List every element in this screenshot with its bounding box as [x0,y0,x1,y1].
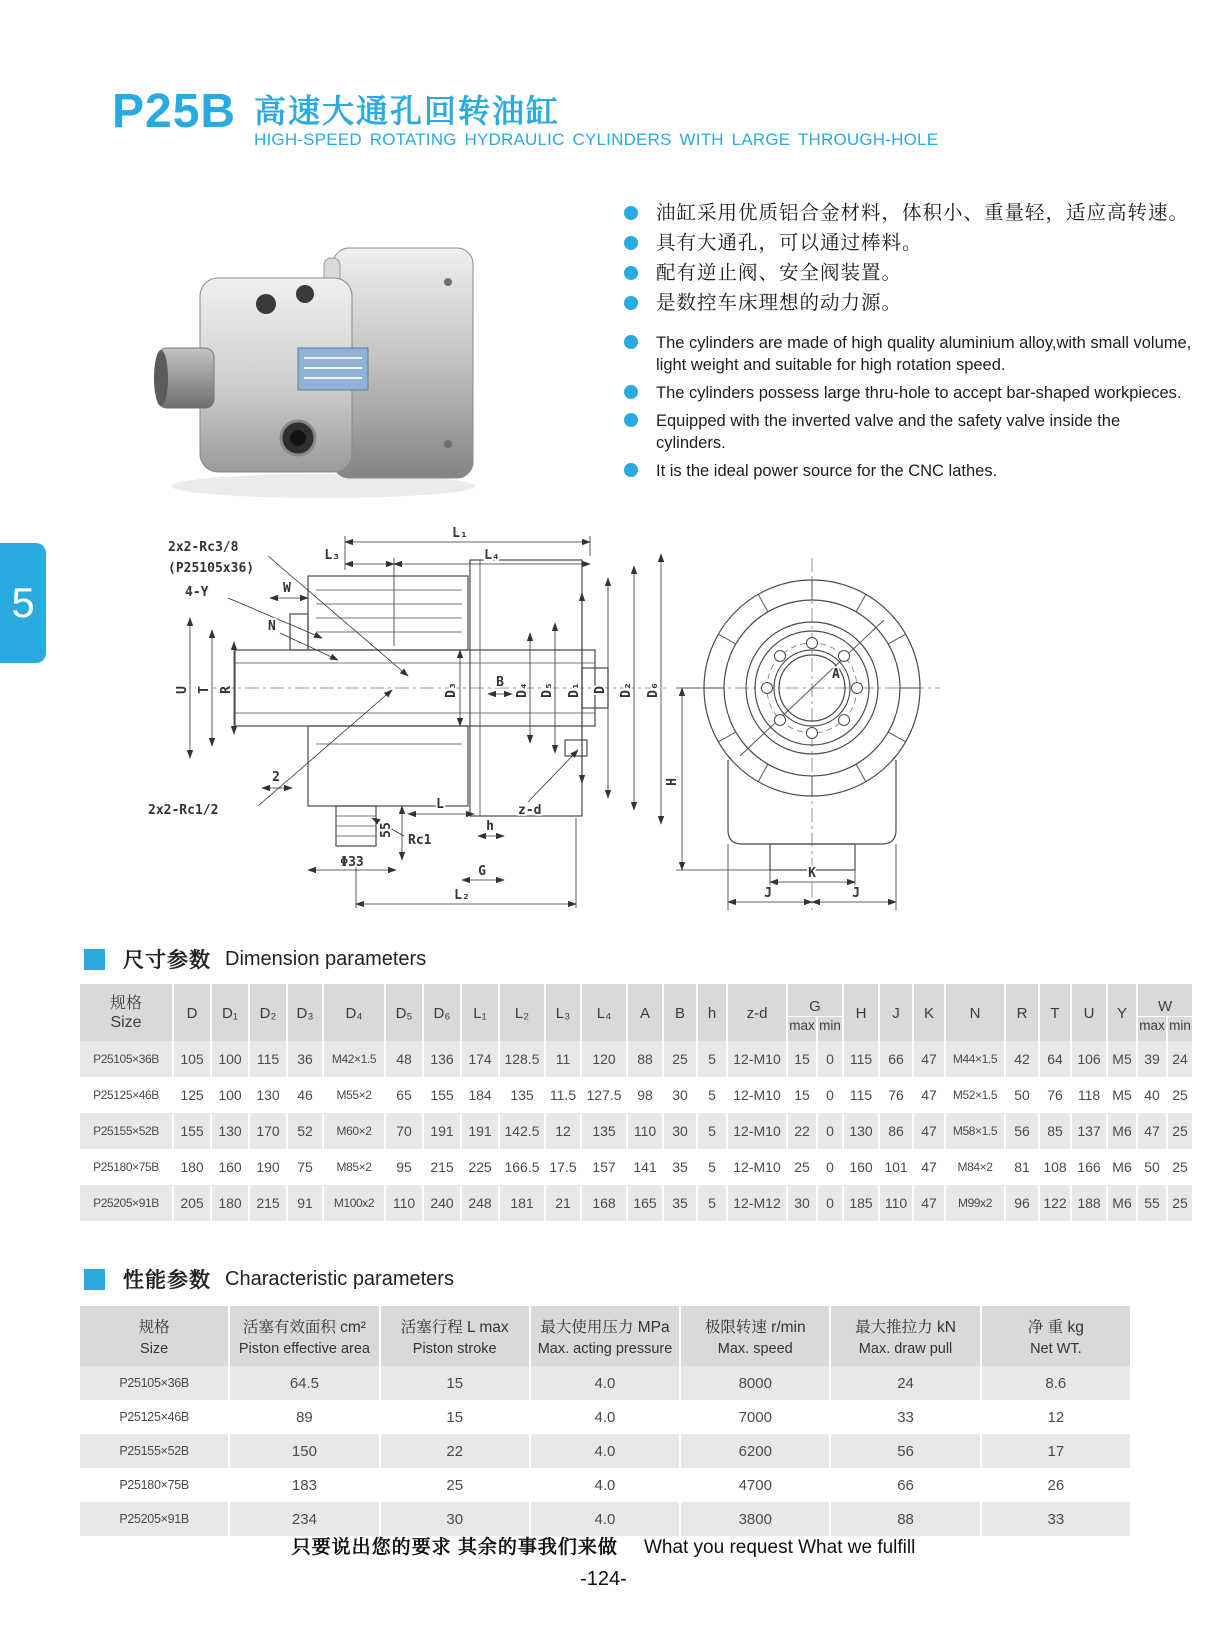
col-n: N [946,984,1006,1041]
feature-item-zh: 具有大通孔，可以通过棒料。 [622,228,1194,258]
characteristic-row: P25180×75B 183 25 4.0 4700 66 26 [80,1468,1132,1502]
dim-label-d: D [593,686,608,694]
col-k: K [914,984,946,1041]
cell-size: P25180×75B [80,1468,230,1502]
char-col-header: 规格 Size [80,1306,230,1366]
feature-item-en: It is the ideal power source for the CNC lathes. [622,460,1194,482]
col-d: D [174,984,212,1041]
bullet-icon [624,463,638,477]
section-title-zh: 尺寸参数 [123,949,211,972]
characteristic-row: P25125×46B 89 15 4.0 7000 33 12 [80,1400,1132,1434]
dim-label-b: B [496,675,504,690]
col-u: U [1072,984,1108,1041]
col-g: G [788,984,844,1017]
col-l2: L₂ [500,984,546,1041]
dim-label-d3: D₃ [444,682,459,698]
dim-label-l4: L₄ [484,548,500,563]
char-col-header: 最大推拉力 kN Max. draw pull [831,1306,981,1366]
col-w-max: max [1138,1017,1168,1041]
cell-size: P25155×52B [80,1113,174,1149]
feature-item-en: The cylinders are made of high quality aluminium alloy,with small volume, light weight and suitable for high rotation speed. [622,332,1194,376]
dim-label-d1: D₁ [567,682,582,698]
model-code: P25B [112,85,237,138]
col-hh: H [844,984,880,1041]
section-square-icon [84,1269,105,1290]
char-col-header: 极限转速 r/min Max. speed [681,1306,831,1366]
dim-label-w: W [283,581,291,596]
col-y: Y [1108,984,1138,1041]
features-en [622,332,1194,482]
cell-size: P25105×36B [80,1366,230,1400]
characteristic-row: P25105×36B 64.5 15 4.0 8000 24 8.6 [80,1366,1132,1400]
col-r: R [1006,984,1040,1041]
dimension-table [80,984,1194,1221]
char-col-header: 净 重 kg Net WT. [982,1306,1132,1366]
dim-label-55: 55 [379,822,394,838]
cell-size: P25205×91B [80,1185,174,1221]
page-title-en: HIGH-SPEED ROTATING HYDRAULIC CYLINDERS WITH LARGE THROUGH-HOLE [254,130,939,149]
col-d4: D₄ [324,984,386,1041]
dim-label-l1: L₁ [452,526,468,541]
characteristic-row: P25205×91B 234 30 4.0 3800 88 33 [80,1502,1132,1536]
product-photo [148,222,493,507]
dim-label-d4: D₄ [515,682,530,698]
technical-drawing [140,518,1115,918]
footer-slogan-en: What you request What we fulfill [643,1537,916,1558]
dim-label-l: L [436,797,444,812]
col-l1: L₁ [462,984,500,1041]
col-zd: z-d [728,984,788,1041]
col-l3: L₃ [546,984,582,1041]
dim-label-rc1: Rc1 [408,833,432,848]
col-g-max: max [788,1017,818,1041]
feature-item-zh: 配有逆止阀、安全阀装置。 [622,258,1194,288]
dim-label-phi33: Φ33 [340,855,364,870]
feature-item-en: Equipped with the inverted valve and the safety valve inside the cylinders. [622,410,1194,454]
bullet-icon [624,413,638,427]
feature-item-zh: 油缸采用优质铝合金材料，体积小、重量轻，适应高转速。 [622,198,1194,228]
page-title-zh: 高速大通孔回转油缸 [254,93,561,129]
cell-size: P25105×36B [80,1041,174,1077]
characteristic-table-body [80,1366,1132,1536]
dim-label-zd: z-d [518,803,542,818]
dim-label-p25105: (P25105x36) [168,561,255,576]
dim-label-a: A [832,667,840,682]
col-d1: D₁ [212,984,250,1041]
dim-label-h-cap: H [665,778,680,786]
section-title-en: Characteristic parameters [225,1267,454,1290]
dim-label-l2: L₂ [454,888,470,903]
dim-label-j-left: J [764,886,772,901]
characteristic-section-title [84,1264,454,1294]
characteristic-table [80,1306,1132,1536]
dim-label-d6: D₆ [646,682,661,698]
char-col-header: 活塞有效面积 cm² Piston effective area [230,1306,380,1366]
bullet-icon [624,296,638,310]
dim-label-rc38: 2x2-Rc3/8 [168,540,239,555]
col-d2: D₂ [250,984,288,1041]
feature-item-zh: 是数控车床理想的动力源。 [622,288,1194,318]
dimension-row: P25205×91B 205 180 215 91 M100x2 110 240 248 181 21 168 165 35 5 12-M12 30 0 185 110 47 M99x2 96 122 188 M6 55 25 [80,1185,1194,1221]
dim-label-u: U [175,686,190,694]
col-d6: D₆ [424,984,462,1041]
dim-label-k: K [808,866,816,881]
dim-label-l3: L₃ [324,548,340,563]
col-l4: L₄ [582,984,628,1041]
dim-label-r: R [219,686,234,694]
section-title-zh: 性能参数 [123,1269,211,1292]
dim-label-4y: 4-Y [185,585,209,600]
footer-slogan-zh: 只要说出您的要求 其余的事我们来做 [291,1537,618,1558]
col-d3: D₃ [288,984,324,1041]
dim-label-h-small: h [486,819,494,834]
dimension-row: P25180×75B 180 160 190 75 M85×2 95 215 225 166.5 17.5 157 141 35 5 12-M10 25 0 160 101 47 M84×2 81 108 166 M6 50 25 [80,1149,1194,1185]
col-d5: D₅ [386,984,424,1041]
characteristic-row: P25155×52B 150 22 4.0 6200 56 17 [80,1434,1132,1468]
dim-label-d2: D₂ [619,682,634,698]
bullet-icon [624,236,638,250]
dimension-section-title [84,944,426,974]
cell-size: P25125×46B [80,1400,230,1434]
cell-size: P25205×91B [80,1502,230,1536]
char-col-header: 活塞行程 L max Piston stroke [381,1306,531,1366]
dim-label-d5: D₅ [540,682,555,698]
col-j: J [880,984,914,1041]
cell-size: P25180×75B [80,1149,174,1185]
feature-lists [622,198,1194,488]
dim-label-2: 2 [272,770,280,785]
feature-item-en: The cylinders possess large thru-hole to accept bar-shaped workpieces. [622,382,1194,404]
characteristic-header-row [80,1306,1132,1366]
bullet-icon [624,385,638,399]
col-h: h [698,984,728,1041]
dimension-row: P25105×36B 105 100 115 36 M42×1.5 48 136 174 128.5 11 120 88 25 5 12-M10 15 0 115 66 47 M44×1.5 42 64 106 M5 39 24 [80,1041,1194,1077]
bullet-icon [624,335,638,349]
chapter-tab [0,543,46,663]
section-title-en: Dimension parameters [225,947,427,970]
col-t: T [1040,984,1072,1041]
cell-size: P25155×52B [80,1434,230,1468]
footer-slogan [0,1532,1207,1559]
section-square-icon [84,949,105,970]
col-w-min: min [1168,1017,1194,1041]
dim-label-j-right: J [852,886,860,901]
dim-label-t: T [197,686,212,694]
dim-label-rc12: 2x2-Rc1/2 [148,803,219,818]
char-col-header: 最大使用压力 MPa Max. acting pressure [531,1306,681,1366]
dim-label-n: N [268,619,276,634]
dim-label-g: G [478,864,486,879]
col-w: W [1138,984,1194,1017]
chapter-number: 5 [11,579,35,626]
dimension-row: P25125×46B 125 100 130 46 M55×2 65 155 184 135 11.5 127.5 98 30 5 12-M10 15 0 115 76 47 M52×1.5 50 76 118 M5 40 25 [80,1077,1194,1113]
bullet-icon [624,206,638,220]
features-zh [622,198,1194,318]
col-size: 规格 Size [80,984,174,1041]
bullet-icon [624,266,638,280]
cell-size: P25125×46B [80,1077,174,1113]
col-a: A [628,984,664,1041]
dimension-row: P25155×52B 155 130 170 52 M60×2 70 191 191 142.5 12 135 110 30 5 12-M10 22 0 130 86 47 M58×1.5 56 85 137 M6 47 25 [80,1113,1194,1149]
dimension-table-body [80,1041,1194,1221]
col-b: B [664,984,698,1041]
page-number: -124- [580,1568,627,1590]
col-g-min: min [818,1017,844,1041]
